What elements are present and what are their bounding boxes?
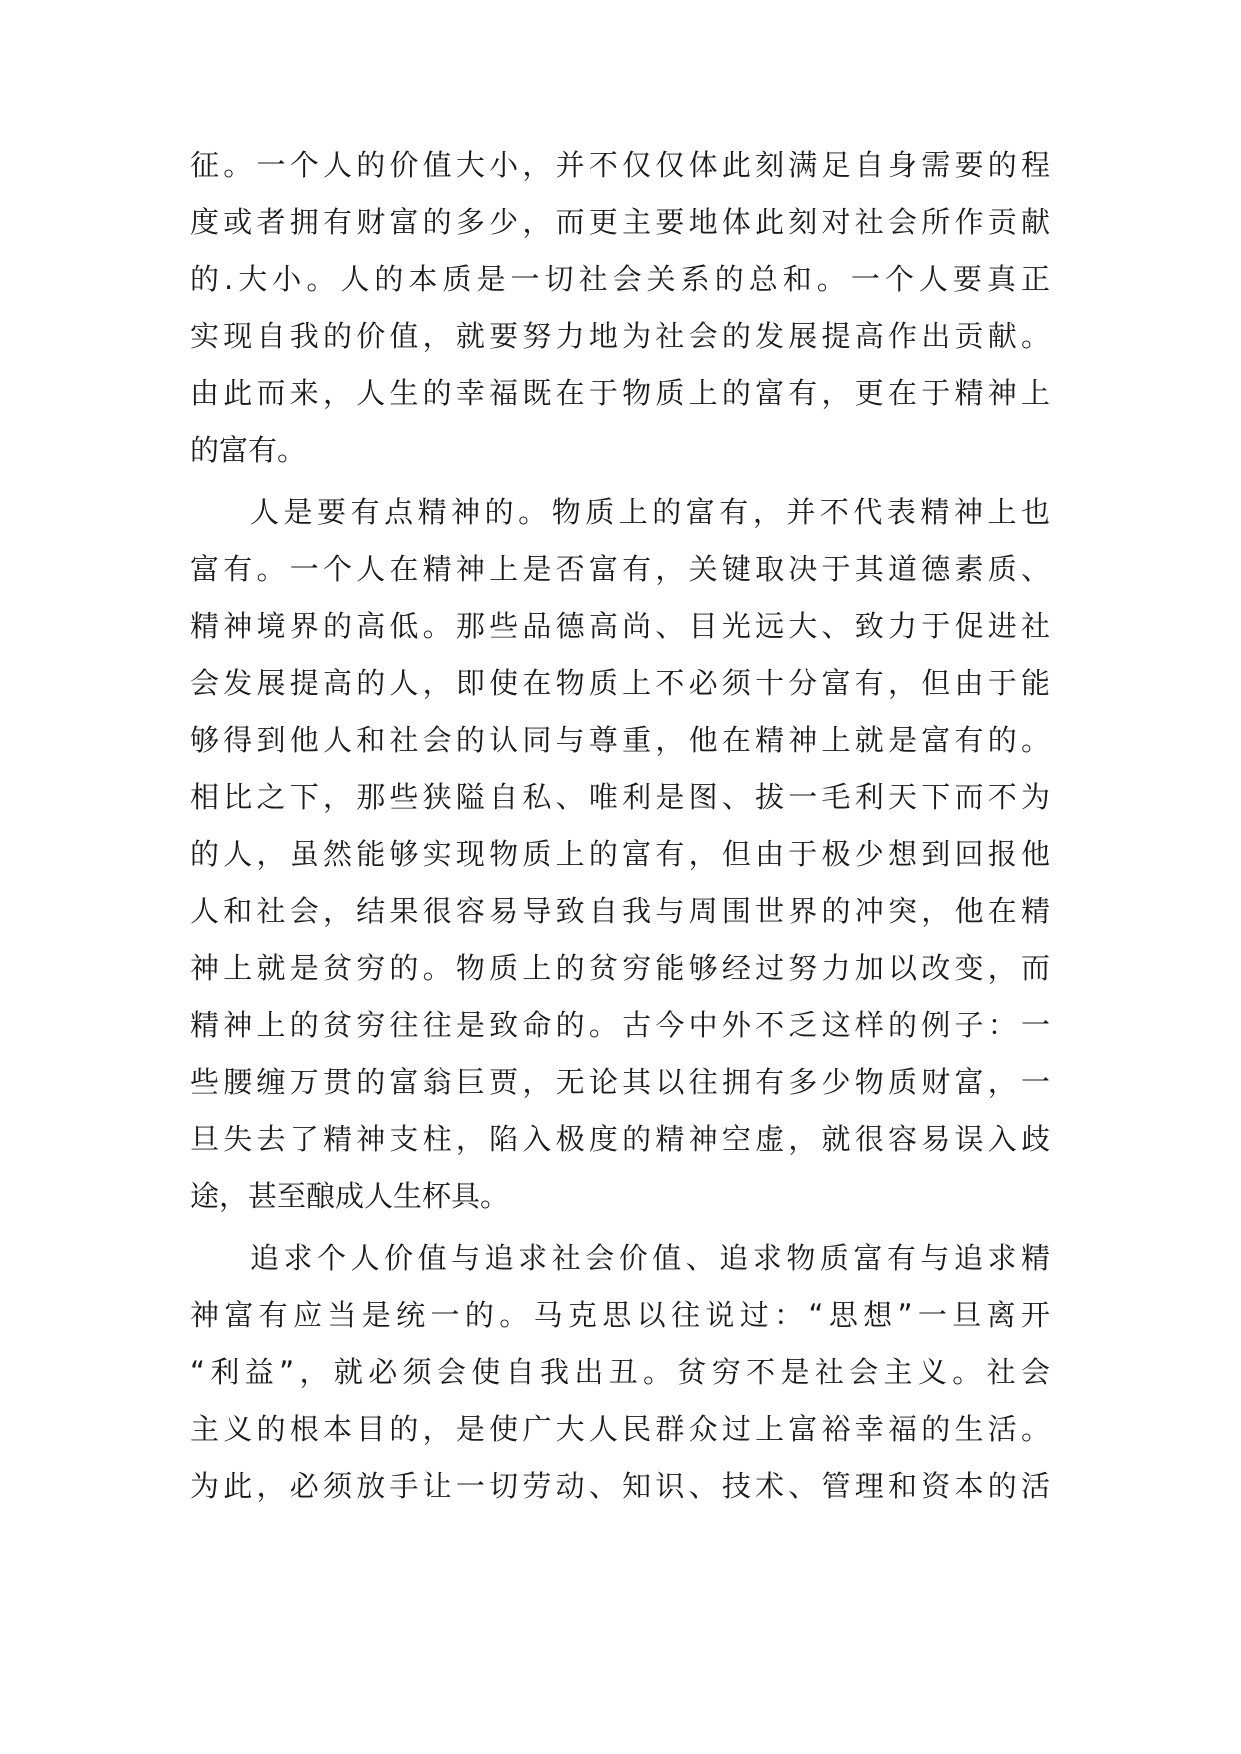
text-line: 精神境界的高低。那些品德高尚、目光远大、致力于促进社: [190, 609, 1050, 643]
text-line: 途，甚至酿成人生杯具。: [190, 1179, 510, 1213]
text-line: 为此，必须放手让一切劳动、知识、技术、管理和资本的活: [190, 1469, 1050, 1503]
text-line: 旦失去了精神支柱，陷入极度的精神空虚，就很容易误入歧: [190, 1122, 1050, 1156]
text-line: 主义的根本目的，是使广大人民群众过上富裕幸福的生活。: [190, 1412, 1050, 1446]
text-line: 会发展提高的人，即使在物质上不必须十分富有，但由于能: [190, 666, 1050, 700]
text-line: 人和社会，结果很容易导致自我与周围世界的冲突，他在精: [190, 894, 1050, 928]
paragraph-first-line: 追求个人价值与追求社会价值、追求物质富有与追求精: [250, 1241, 1050, 1275]
text-line: “利益”，就必须会使自我出丑。贫穷不是社会主义。社会: [190, 1355, 1050, 1389]
text-line: 的.大小。人的本质是一切社会关系的总和。一个人要真正: [190, 262, 1050, 296]
text-line: 相比之下，那些狭隘自私、唯利是图、拔一毛利天下而不为: [190, 780, 1050, 814]
text-line: 够得到他人和社会的认同与尊重，他在精神上就是富有的。: [190, 723, 1050, 757]
text-line: 神上就是贫穷的。物质上的贫穷能够经过努力加以改变，而: [190, 951, 1050, 985]
text-line: 的富有。: [190, 433, 307, 467]
text-line: 征。一个人的价值大小，并不仅仅体此刻满足自身需要的程: [190, 148, 1050, 182]
text-line: 富有。一个人在精神上是否富有，关键取决于其道德素质、: [190, 552, 1050, 586]
text-line: 度或者拥有财富的多少，而更主要地体此刻对社会所作贡献: [190, 205, 1050, 239]
text-line: 些腰缠万贯的富翁巨贾，无论其以往拥有多少物质财富，一: [190, 1065, 1050, 1099]
text-line: 神富有应当是统一的。马克思以往说过：“思想”一旦离开: [190, 1298, 1050, 1332]
text-line: 的人，虽然能够实现物质上的富有，但由于极少想到回报他: [190, 837, 1050, 871]
paragraph-first-line: 人是要有点精神的。物质上的富有，并不代表精神上也: [250, 495, 1050, 529]
text-line: 由此而来，人生的幸福既在于物质上的富有，更在于精神上: [190, 376, 1050, 410]
text-line: 精神上的贫穷往往是致命的。古今中外不乏这样的例子：一: [190, 1008, 1050, 1042]
text-line: 实现自我的价值，就要努力地为社会的发展提高作出贡献。: [190, 319, 1050, 353]
